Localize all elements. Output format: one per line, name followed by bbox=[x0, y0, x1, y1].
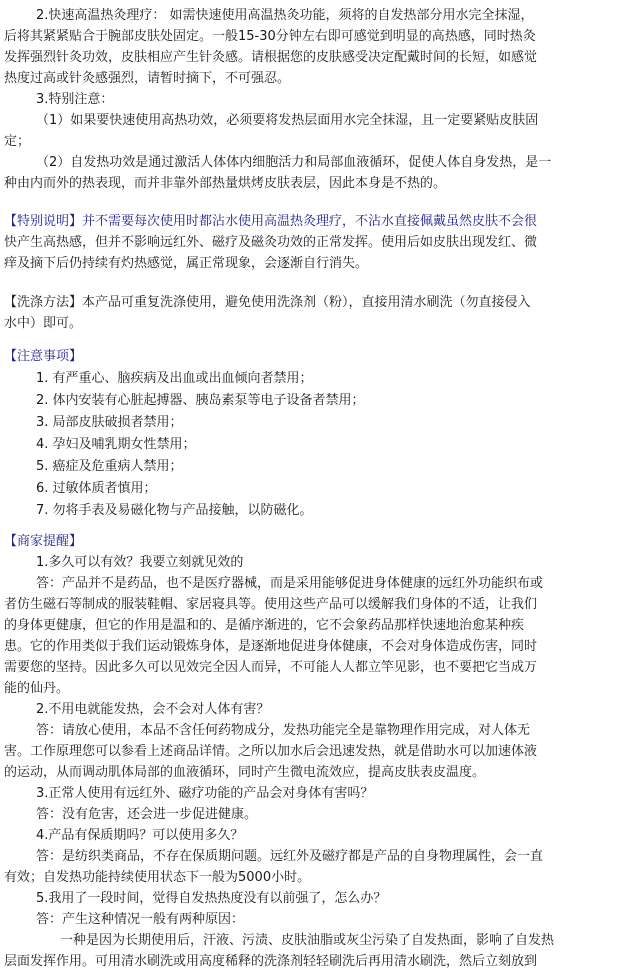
text-line: 层面发挥作用。可用清水刷洗或用高度稀释的洗涤剂轻轻刷洗后再用清水刷洗，然后立刻放到 bbox=[4, 954, 538, 969]
list-item: 6. 过敏体质者慎用； bbox=[36, 481, 157, 496]
text-line: （1）如果要快速使用高热功效，必须要将发热层面用水完全抹湿，且一定要紧贴皮肤固 bbox=[36, 113, 539, 128]
text-line: 需要您的坚持。因此多久可以见效完全因人而异，不可能人人都立竿见影，也不要把它当成万 bbox=[4, 660, 538, 675]
special-note-paragraph: 【特别说明】并不需要每次使用时都沾水使用高温热灸理疗，不沾水直接佩戴虽然皮肤不会很 bbox=[4, 214, 538, 229]
text-line: 害。工作原理您可以参看上述商品详情。之所以加水后会迅速发热，就是借助水可以加速体液 bbox=[4, 744, 538, 759]
faq-answer: 答：产品并不是药品，也不是医疗器械，而是采用能够促进身体健康的远红外功能织布或 bbox=[36, 576, 544, 591]
text-line: 种由内而外的热表现，而并非靠外部热量烘烤皮肤表层，因此本身是不热的。 bbox=[4, 176, 447, 191]
list-item: 5. 癌症及危重病人禁用； bbox=[36, 459, 183, 474]
text-line: 2.快速高温热灸理疗： 如需快速使用高温热灸功能，须将的自发热部分用水完全抹湿， bbox=[36, 8, 534, 23]
faq-answer: 答：是纺织类商品，不存在保质期问题。远红外及磁疗都是产品的自身物理属性，会一直 bbox=[36, 849, 544, 864]
list-item: 4. 孕妇及哺乳期女性禁用； bbox=[36, 437, 196, 452]
list-item: 7. 勿将手表及易磁化物与产品接触，以防磁化。 bbox=[36, 503, 313, 518]
faq-question: 1.多久可以有效？我要立刻就见效的 bbox=[36, 555, 244, 570]
subsection-heading: 3.特别注意： bbox=[36, 92, 114, 107]
text-line: 快产生高热感，但并不影响远红外、磁疗及磁灸功效的正常发挥。使用后如皮肤出现发红、微 bbox=[4, 235, 538, 250]
text-line: 能的仙丹。 bbox=[4, 681, 70, 696]
text-line: 定； bbox=[4, 134, 31, 149]
faq-question: 5.我用了一段时间，觉得自发热热度没有以前强了，怎么办？ bbox=[36, 891, 387, 906]
faq-question: 2.不用电就能发热，会不会对人体有害？ bbox=[36, 702, 270, 717]
text-line: 的运动，从而调动肌体局部的血液循环，同时产生微电流效应，提高皮肤表皮温度。 bbox=[4, 765, 486, 780]
text-line: 发挥强烈针灸功效，皮肤相应产生针灸感。请根据您的皮肤感受决定配戴时间的长短，如感觉 bbox=[4, 50, 538, 65]
text-line: 后将其紧紧贴合于腕部皮肤处固定。一般15-30分钟左右即可感觉到明显的高热感，同时热灸 bbox=[4, 29, 536, 44]
text-line: （2）自发热功效是通过激活人体体内细胞活力和局部血液循环，促使人体自身发热，是一 bbox=[36, 155, 552, 170]
faq-answer: 答：产生这种情况一般有两种原因： bbox=[36, 912, 245, 927]
faq-question: 4.产品有保质期吗？可以使用多久？ bbox=[36, 828, 244, 843]
list-item: 2. 体内安装有心脏起搏器、胰岛素泵等电子设备者禁用； bbox=[36, 393, 365, 408]
text-line: 痒及摘下后仍持续有灼热感觉，属正常现象，会逐渐自行消失。 bbox=[4, 256, 369, 271]
text-line: 有效；自发热功能持续使用状态下一般为5000小时。 bbox=[4, 870, 311, 885]
faq-answer: 答：请放心使用，本品不含任何药物成分，发热功能完全是靠物理作用完成，对人体无 bbox=[36, 723, 531, 738]
section-heading-merchant-reminder: 【商家提醒】 bbox=[4, 534, 83, 549]
text-line: 水中）即可。 bbox=[4, 316, 83, 331]
faq-answer: 答：没有危害，还会进一步促进健康。 bbox=[36, 807, 258, 822]
text-line: 一种是因为长期使用后，汗液、污渍、皮肤油脂或灰尘污染了自发热面，影响了自发热 bbox=[60, 933, 555, 948]
text-line: 者仿生磁石等制成的服装鞋帽、家居寝具等。使用这些产品可以缓解我们身体的不适，让我们 bbox=[4, 597, 538, 612]
text-line: 热度过高或针灸感强烈，请暂时摘下，不可强忍。 bbox=[4, 71, 291, 86]
washing-method-paragraph: 【洗涤方法】本产品可重复洗涤使用，避免使用洗涤剂（粉），直接用清水刷洗（勿直接侵入 bbox=[4, 295, 531, 310]
list-item: 1. 有严重心、脑疾病及出血或出血倾向者禁用； bbox=[36, 371, 313, 386]
text-line: 的身体更健康，但它的作用是温和的、是循序渐进的，它不会象药品那样快速地治愈某种疾 bbox=[4, 618, 525, 633]
faq-question: 3.正常人使用有远红外、磁疗功能的产品会对身体有害吗？ bbox=[36, 786, 374, 801]
section-heading-precautions: 【注意事项】 bbox=[4, 349, 83, 364]
list-item: 3. 局部皮肤破损者禁用； bbox=[36, 415, 183, 430]
text-line: 患。它的作用类似于我们运动锻炼身体，是逐渐地促进身体健康，不会对身体造成伤害，同时 bbox=[4, 639, 538, 654]
